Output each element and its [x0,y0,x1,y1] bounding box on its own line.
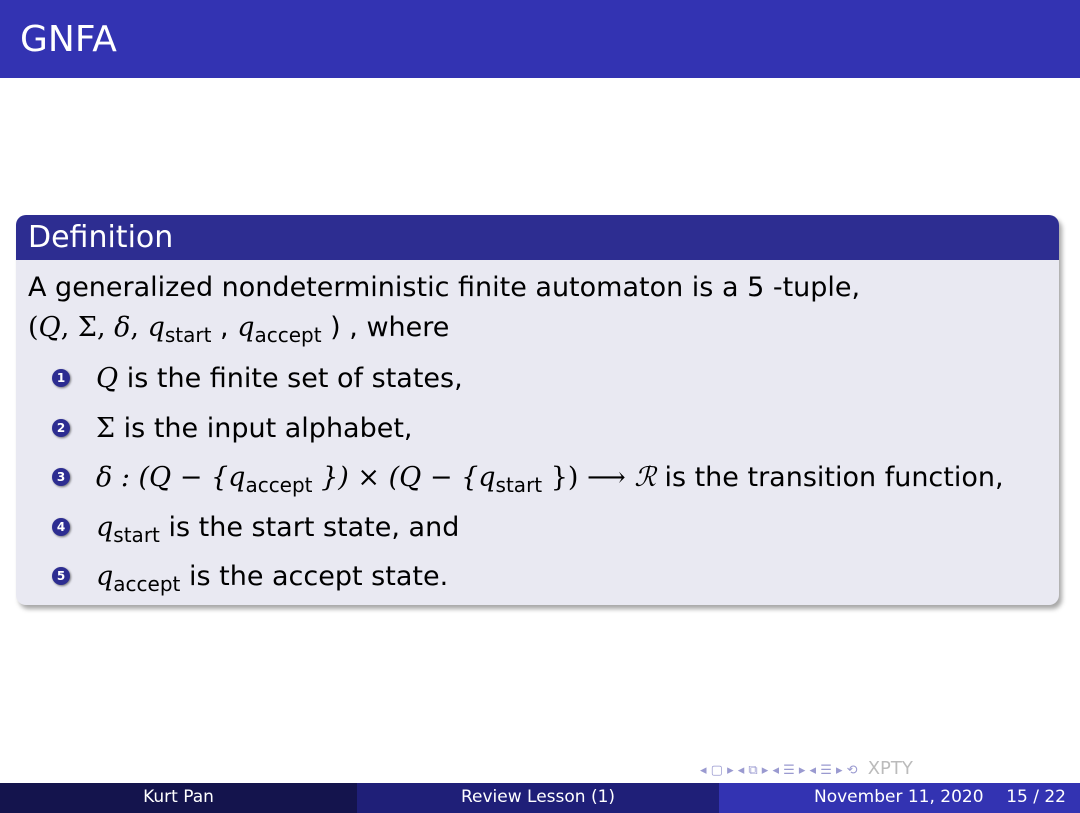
title-bar [0,0,1080,78]
item-text: is the start state, and [159,511,460,543]
tuple-q-start: q [147,312,165,343]
regex-set-symbol: ℛ [634,462,656,493]
tuple-sep: , [96,312,115,343]
footer-date-page [719,783,1080,813]
transition-math: δ : (Q − {q [96,462,246,493]
item-text: is the finite set of states, [118,363,463,394]
intro-line: A generalized nondeterministic finite automaton is a 5 -tuple, [28,272,861,303]
footer-title: Review Lesson (1) [357,783,719,813]
list-item [28,553,1047,603]
tuple-open: ( [28,312,39,343]
tuple-line [28,308,1047,355]
watermark-text: XPTY [867,758,913,779]
tuple-delta: δ [114,312,131,343]
enum-number-2: 2 [52,419,70,437]
enum-number-4: 4 [52,518,70,536]
footer-bar [0,783,1080,813]
footer-author: Kurt Pan [0,783,357,813]
item-sub: start [113,522,160,547]
item-text: is the input alphabet, [115,412,413,444]
definition-heading: Definition [28,220,174,255]
tuple-accept-sub: accept [254,323,322,347]
start-sub: start [495,473,543,497]
item-sub: accept [113,572,181,596]
slide-title: GNFA [20,19,117,60]
definition-header [16,215,1059,260]
item-symbol: Σ [96,412,116,444]
definition-block [16,215,1059,605]
tuple-sep: , [211,312,238,343]
item-text: is the accept state. [180,561,449,592]
item-text: is the transition function, [655,462,1004,493]
tuple-sep: , [130,312,148,343]
navigation-icons[interactable]: ◂ ▢ ▸ ◂ ⧉ ▸ ◂ ☰ ▸ ◂ ☰ ▸ ⟲ [700,763,858,778]
list-item [28,405,1047,455]
list-item [28,454,1047,504]
item-symbol: Q [96,363,119,394]
tuple-sigma: Σ [77,312,97,343]
item-symbol: q [96,511,114,543]
tuple-sep: , [60,312,78,343]
footer-page-number: 15 / 22 [1006,787,1066,807]
item-symbol: q [96,561,114,592]
tuple-start-sub: start [164,323,212,347]
tuple-close: ) , where [321,312,450,343]
list-item [28,355,1047,405]
accept-sub: accept [245,473,313,497]
footer-date: November 11, 2020 [814,787,984,807]
transition-tail: }) ⟶ [542,462,635,493]
tuple-q-accept: q [237,312,255,343]
enum-number-5: 5 [52,567,70,585]
tuple-q-set: Q [38,312,61,343]
definition-body [16,260,1059,603]
transition-mid: }) × (Q − {q [312,462,496,493]
beamer-navigation[interactable] [700,758,1080,780]
list-item [28,504,1047,554]
enum-number-3: 3 [52,468,70,486]
enum-number-1: 1 [52,369,70,387]
